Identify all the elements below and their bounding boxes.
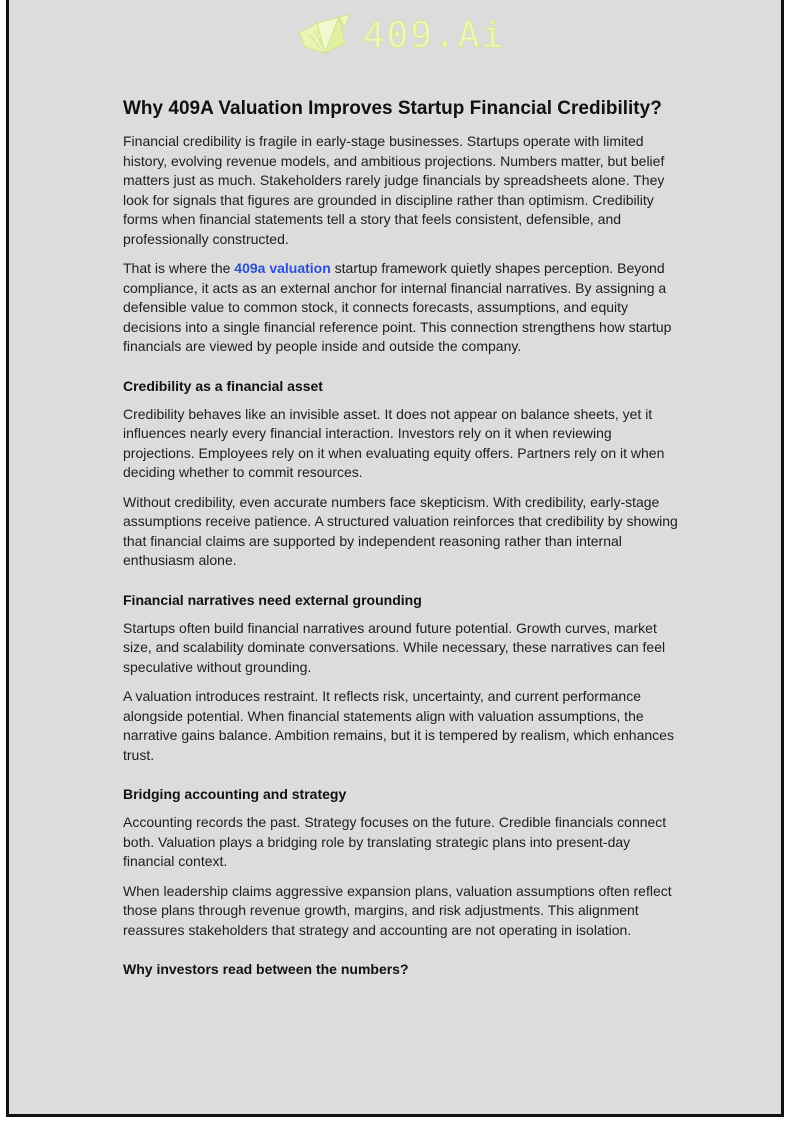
section-heading-credibility: Credibility as a financial asset [123, 377, 323, 394]
section-heading-narratives: Financial narratives need external grounding [123, 591, 422, 608]
article [123, 96, 683, 988]
section-paragraph: Accounting records the past. Strategy focuses on the future. Credible financials connect both. Valuation plays a bridging role by translating strategic plans into present-day financial context. [123, 814, 667, 869]
intro-text-after-link: startup framework quietly shapes perception. Beyond compliance, it acts as an external anchor for internal financial narratives. By assigning a defensible value to common stock, it connects forecasts, assumptions, and equity decisions into a single financial reference point. This connection strengthens how startup financials are viewed by people inside and outside the company. [123, 260, 672, 354]
section-paragraph: Startups often build financial narratives around future potential. Growth curves, market size, and scalability dominate conversations. While necessary, these narratives can feel speculative without grounding. [123, 619, 666, 675]
intro-text-before-link: That is where the [123, 260, 235, 276]
document-page [6, 0, 784, 1117]
409a-valuation-link[interactable]: 409a valuation [234, 260, 331, 276]
section-paragraph: A valuation introduces restraint. It reflects risk, uncertainty, and current performance alongside potential. When financial statements align with valuation assumptions, the narrative gains balance. Ambition remains, but it is tempered by realism, which enhances trust. [123, 688, 674, 763]
section-heading-bridging: Bridging accounting and strategy [123, 786, 347, 802]
section-paragraph: Without credibility, even accurate numbers face skepticism. With credibility, early-stage assumptions receive patience. A structured valuation reinforces that credibility by showing that financial claims are supported by independent reasoning rather than internal enthusiasm alone. [123, 493, 678, 568]
section-paragraph: When leadership claims aggressive expansion plans, valuation assumptions often reflect those plans through revenue growth, margins, and risk adjustments. This alignment reassures stakeholders that strategy and accounting are not operating in isolation. [123, 882, 672, 938]
brand-logo [295, 10, 535, 62]
article-title: Why 409A Valuation Improves Startup Financial Credibility? [123, 98, 662, 119]
brand-logo-text: 409.Ai [363, 15, 506, 56]
section-paragraph: Credibility behaves like an invisible asset. It does not appear on balance sheets, yet it influences nearly every financial interaction. Investors rely on it when reviewing projections. Employees rely on it when evaluating equity offers. Partners rely on it when deciding whether to commit resources. [123, 405, 665, 480]
intro-paragraph-1: Financial credibility is fragile in early-stage businesses. Startups operate with limited history, evolving revenue models, and ambitious projections. Numbers matter, but belief matters just as much. Stakeholders rarely judge financials by spreadsheets alone. They look for signals that figures are grounded in discipline rather than optimism. Credibility forms when financial statements tell a story that feels consistent, defensible, and professionally constructed. [123, 133, 665, 247]
section-heading-investors: Why investors read between the numbers? [123, 961, 409, 977]
intro-paragraph-2 [123, 259, 683, 357]
origami-bird-icon [295, 13, 355, 59]
